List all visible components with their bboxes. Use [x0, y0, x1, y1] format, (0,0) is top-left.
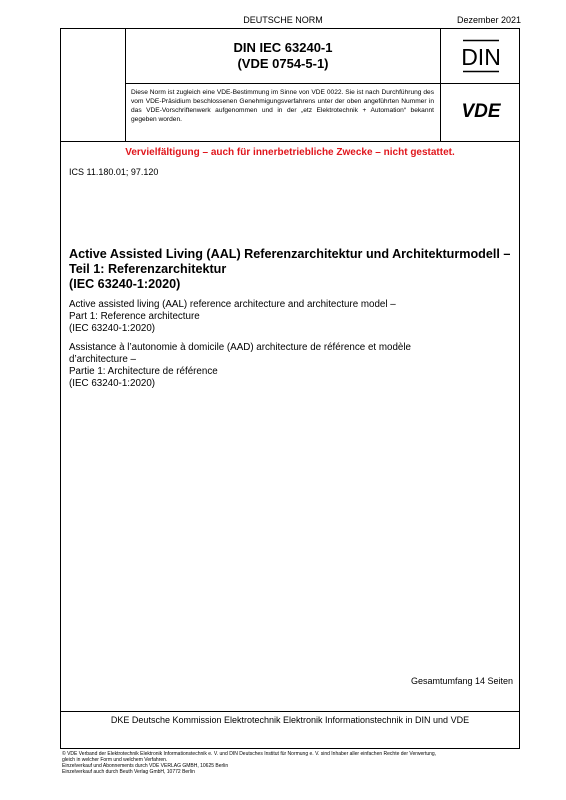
vde-logo-text: VDE: [461, 101, 501, 120]
title-french: [69, 342, 515, 390]
vde-notice-text: Diese Norm ist zugleich eine VDE-Bestimmung im Sinne von VDE 0022. Sie ist nach Durchführung des vom VDE-Präsidium beschlossenen Genehmigungsverfahrens unter der oben angeführten Nummer in das VDE-Vorschriftenwerk aufgenommen und in der „etz Elektrotechnik + Automation“ bekannt gegeben worden.: [131, 89, 434, 123]
title-line: (IEC 63240-1:2020): [69, 378, 156, 389]
title-english: [69, 299, 515, 335]
vde-logo-icon: [454, 100, 508, 120]
title-german: [69, 247, 515, 292]
document-series-label: DEUTSCHE NORM: [243, 15, 323, 25]
title-line: Partie 1: Architecture de référence: [69, 366, 218, 377]
title-line: (IEC 63240-1:2020): [69, 277, 181, 291]
title-line: Part 1: Reference architecture: [69, 311, 200, 322]
standard-number: DIN IEC 63240-1: [233, 40, 333, 55]
footer-line: Einzelverkauf auch durch Beuth Verlag GmbH, 10772 Berlin: [62, 769, 195, 775]
footer-line: Einzelverkauf und Abonnements durch VDE VERLAG GMBH, 10625 Berlin: [62, 763, 229, 769]
copy-warning: Vervielfältigung – auch für innerbetriebliche Zwecke – nicht gestattet.: [125, 147, 455, 158]
ics-codes: ICS 11.180.01; 97.120: [69, 167, 159, 177]
page-count: Gesamtumfang 14 Seiten: [410, 676, 513, 686]
title-line: d’architecture –: [69, 354, 136, 365]
din-logo-icon: [461, 38, 501, 74]
dke-commission-line: DKE Deutsche Kommission Elektrotechnik Elektronik Informationstechnik in DIN und VDE: [61, 711, 519, 725]
vde-classification: (VDE 0754-5-1): [237, 56, 329, 71]
header-box: [61, 29, 519, 142]
footer-line: gleich in welcher Form und welchem Verfahren.: [62, 757, 168, 763]
title-line: Assistance à l’autonomie à domicile (AAD) architecture de référence et modèle: [69, 342, 411, 353]
footer-line: © VDE Verband der Elektrotechnik Elektronik Informationstechnik e. V. und DIN Deutsches Institut für Normung e. V. sind Inhaber aller einfachen Rechte der Verwertung,: [62, 751, 437, 757]
publication-date: Dezember 2021: [456, 15, 521, 25]
copyright-footer: [62, 751, 532, 775]
divider: [125, 83, 519, 84]
title-line: Teil 1: Referenzarchitektur: [69, 262, 227, 276]
standard-number-block: [126, 40, 440, 72]
title-page-frame: [60, 28, 520, 749]
divider: [440, 29, 441, 141]
title-line: (IEC 63240-1:2020): [69, 323, 156, 334]
title-line: Active assisted living (AAL) reference architecture and architecture model –: [69, 299, 396, 310]
title-line: Active Assisted Living (AAL) Referenzarchitektur und Architekturmodell –: [69, 247, 511, 261]
din-logo-text: DIN: [461, 44, 501, 70]
